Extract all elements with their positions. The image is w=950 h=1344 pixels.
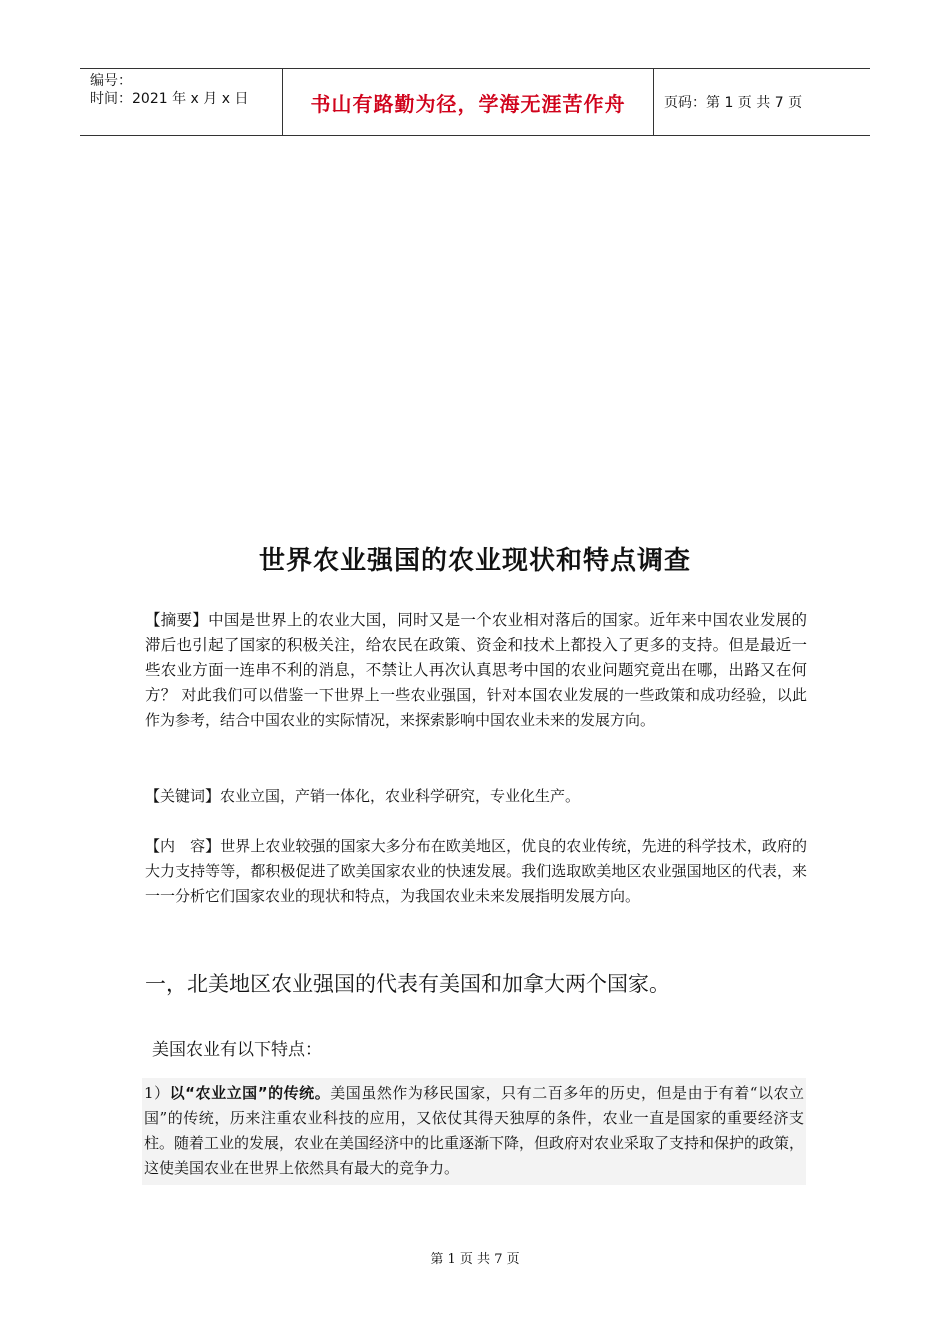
document-title: 世界农业强国的农业现状和特点调查	[258, 546, 691, 576]
document-number-label: 编号：	[90, 73, 132, 89]
point-1-text: 美国虽然作为移民国家，只有二百多年的历史，但是由于有着“以农立国”的传统，历来注重农业科技的应用，又依仗其得天独厚的条件，农业一直是国家的重要经济支柱。随着工业的发展，农业在美国经济中的比重逐渐下降，但政府对农业采取了支持和保护的政策，这使美国农业在世界上依然具有最大的竞争力。	[144, 1084, 805, 1177]
header-motto-cell	[282, 69, 654, 135]
content-paragraph	[145, 834, 807, 909]
keywords-label: 【关键词】	[145, 787, 221, 805]
content-label: 【内 容】	[145, 837, 221, 855]
header-page-info: 页码：第 1 页 共 7 页	[664, 95, 803, 111]
abstract-label: 【摘要】	[145, 611, 209, 629]
document-date: 时间：2021 年 x 月 x 日	[90, 91, 249, 107]
header-motto: 书山有路勤为径，学海无涯苦作舟	[310, 91, 626, 116]
abstract-paragraph	[145, 608, 807, 733]
point-1-bold: 以“农业立国”的传统。	[169, 1084, 331, 1102]
point-1-number: 1）	[144, 1084, 170, 1102]
page-footer: 第 1 页 共 7 页	[430, 1252, 520, 1267]
keywords-text: 农业立国，产销一体化，农业科学研究，专业化生产。	[220, 787, 581, 805]
abstract-text-sans: 中国是世界上的农业大国，同时又是一个农业相对落后的国家。近年来中国农业发展的滞后也引起了国家的积极关注，给农民在政策、资金和技术上都投入了更多的支持。但是最近一些农业方面一连串不利的消息，不禁让人再次认真思考中国的农业问题究竟出在哪，出路又在何方？	[145, 611, 807, 704]
content-text: 世界上农业较强的国家大多分布在欧美地区，优良的农业传统，先进的科学技术，政府的大力支持等等，都积极促进了欧美国家农业的快速发展。我们选取欧美地区农业强国地区的代表，来一一分析它们国家农业的现状和特点，为我国农业未来发展指明发展方向。	[145, 837, 807, 905]
point-1-paragraph	[142, 1078, 806, 1185]
page-header	[80, 68, 870, 136]
keywords-paragraph	[145, 784, 807, 809]
abstract-text-serif: 对此我们可以借鉴一下世界上一些农业强国，针对本国农业发展的一些政策和成功经验，以此作为参考，结合中国农业的实际情况，来探索影响中国农业未来的发展方向。	[145, 686, 807, 729]
sub-heading: 美国农业有以下特点：	[152, 1040, 322, 1060]
section-heading: 一，北美地区农业强国的代表有美国和加拿大两个国家。	[145, 972, 670, 996]
header-meta	[80, 69, 282, 135]
